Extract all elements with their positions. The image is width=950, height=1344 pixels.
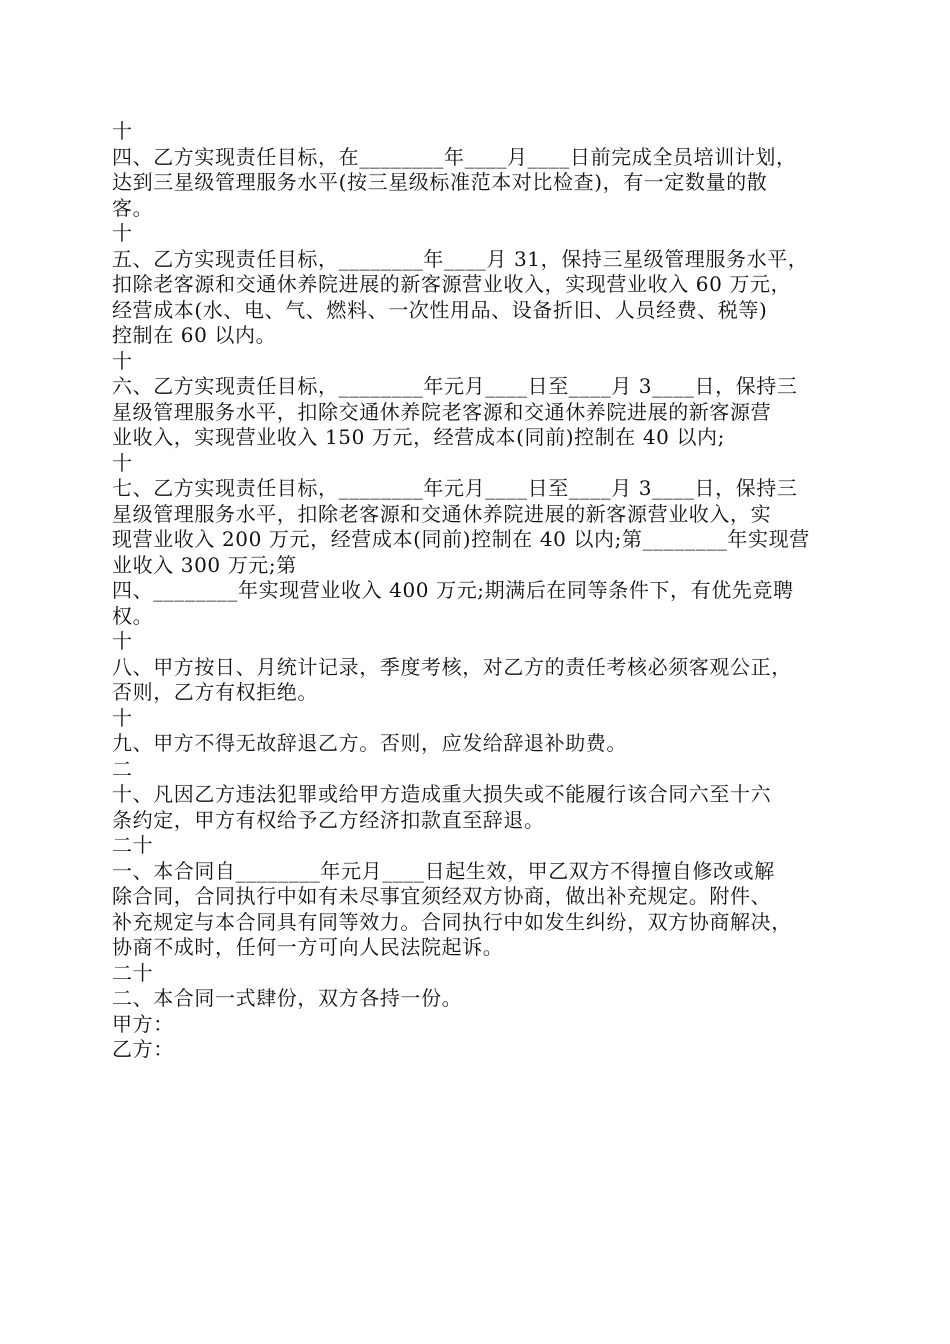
text-line: 四、乙方实现责任目标，在________年____月____日前完成全员培训计划， [112, 144, 797, 169]
text-line: 业收入 300 万元;第 [112, 552, 297, 577]
text-line: 业收入，实现营业收入 150 万元，经营成本(同前)控制在 40 以内; [112, 425, 725, 449]
text-line: 达到三星级管理服务水平(按三星级标准范本对比检查)，有一定数量的散 [112, 170, 768, 194]
text-line: 八、甲方按日、月统计记录，季度考核，对乙方的责任考核必须客观公正， [112, 654, 792, 679]
text-line: 十 [112, 450, 133, 475]
text-line: 补充规定与本合同具有同等效力。合同执行中如发生纠纷，双方协商解决， [112, 909, 792, 934]
text-line: 十、凡因乙方违法犯罪或给甲方造成重大损失或不能履行该合同六至十六 [112, 782, 772, 806]
text-line: 七、乙方实现责任目标，________年元月____日至____月 3____日，保持三 [112, 476, 798, 500]
text-line: 扣除老客源和交通休养院进展的新客源营业收入，实现营业收入 60 万元， [112, 272, 792, 296]
text-line: 二 [112, 756, 133, 781]
text-line: 控制在 60 以内。 [112, 323, 277, 347]
text-line: 权。 [112, 603, 154, 628]
text-line: 条约定，甲方有权给予乙方经济扣款直至辞退。 [112, 807, 545, 832]
text-line: 星级管理服务水平，扣除老客源和交通休养院进展的新客源营业收入，实 [112, 501, 772, 526]
text-line: 十 [112, 629, 133, 653]
text-line: 十 [112, 705, 133, 730]
text-line: 客。 [112, 195, 154, 220]
party-a-label: 甲方： [112, 1011, 174, 1036]
text-line: 协商不成时，任何一方可向人民法院起诉。 [112, 935, 504, 959]
text-line: 十 [112, 221, 133, 245]
text-line: 星级管理服务水平，扣除交通休养院老客源和交通休养院进展的新客源营 [112, 399, 772, 424]
party-b-label: 乙方： [112, 1037, 174, 1061]
text-line: 十 [112, 348, 133, 373]
text-line: 二、本合同一式肆份，双方各持一份。 [112, 986, 463, 1010]
text-line: 六、乙方实现责任目标，________年元月____日至____月 3____日，保持三 [112, 374, 798, 398]
text-line: 经营成本(水、电、气、燃料、一次性用品、设备折旧、人员经费、税等) [112, 297, 768, 322]
text-line: 九、甲方不得无故辞退乙方。否则，应发给辞退补助费。 [112, 731, 627, 755]
text-line: 一、本合同自________年元月____日起生效，甲乙双方不得擅自修改或解 [112, 858, 775, 883]
contract-page [112, 119, 857, 1063]
text-line: 二十 [112, 833, 154, 857]
text-line: 除合同，合同执行中如有未尽事宜须经双方协商，做出补充规定。附件、 [112, 884, 772, 908]
text-line: 四、________年实现营业收入 400 万元;期满后在同等条件下，有优先竞聘 [112, 578, 794, 602]
text-line: 现营业收入 200 万元，经营成本(同前)控制在 40 以内;第________年实现营 [112, 527, 810, 551]
text-line: 十 [112, 119, 133, 143]
text-line: 二十 [112, 960, 154, 985]
text-line: 否则，乙方有权拒绝。 [112, 680, 318, 704]
text-line: 五、乙方实现责任目标，________年____月 31，保持三星级管理服务水平， [112, 246, 809, 271]
